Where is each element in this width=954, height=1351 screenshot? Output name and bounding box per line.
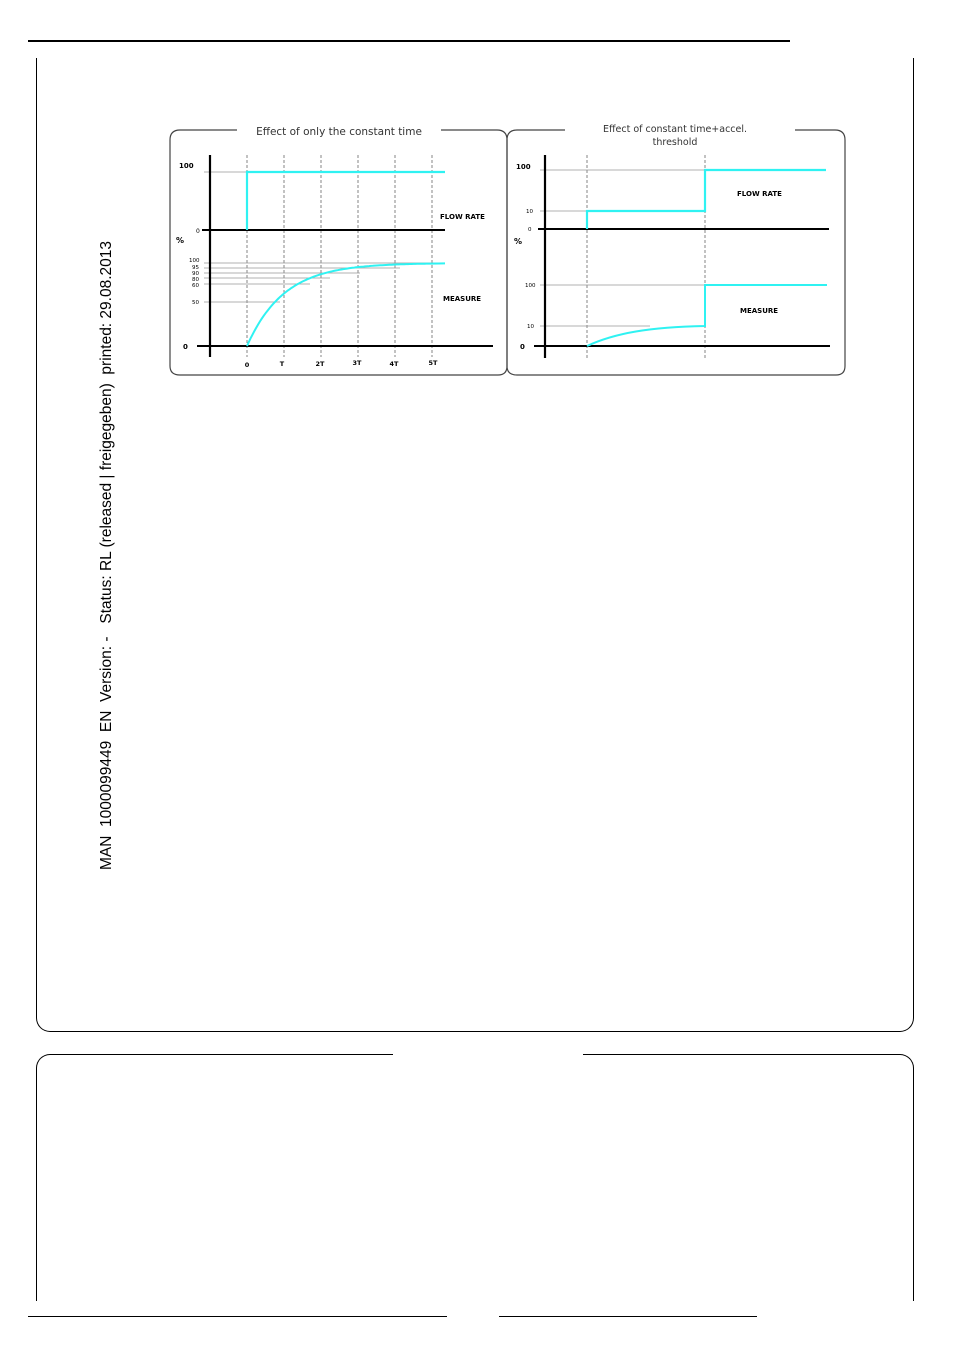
right-lower-tick-0: 0 (520, 343, 525, 351)
document-status-label: MAN 1000099449 EN Version: - Status: RL (released | freigegeben) printed: 29.08.2013 (98, 241, 115, 870)
left-upper-tick-0: 0 (196, 228, 200, 235)
x-tick-2T: 2T (315, 360, 325, 368)
left-lower-tick-100: 100 (189, 258, 200, 264)
x-tick-4T: 4T (389, 360, 399, 368)
right-upper-tick-0: 0 (528, 227, 532, 233)
left-percent-symbol: % (176, 236, 185, 245)
left-panel-title: Effect of only the constant time (256, 126, 422, 138)
x-tick-3T: 3T (352, 359, 362, 367)
left-measure-series (247, 263, 445, 346)
x-tick-T: T (279, 360, 285, 368)
left-lower-tick-90: 90 (192, 271, 199, 277)
right-flow-rate-label: FLOW RATE (737, 190, 782, 198)
right-percent-symbol: % (514, 237, 523, 246)
x-tick-0: 0 (244, 361, 250, 369)
right-measure-label: MEASURE (740, 307, 779, 315)
right-lower-tick-10: 10 (527, 324, 534, 330)
left-lower-tick-80: 80 (192, 277, 199, 283)
left-panel (170, 126, 507, 375)
left-panel-frame (170, 130, 507, 375)
right-panel-frame (507, 130, 845, 375)
right-panel (507, 124, 845, 375)
left-lower-tick-60: 60 (192, 283, 199, 289)
right-upper-tick-100: 100 (516, 163, 531, 171)
left-flow-rate-series (247, 172, 445, 230)
left-lower-tick-0: 0 (183, 343, 188, 351)
right-upper-tick-10: 10 (526, 209, 533, 215)
x-tick-5T: 5T (428, 359, 438, 367)
left-lower-tick-50: 50 (192, 300, 199, 306)
right-panel-title-line2: threshold (652, 137, 698, 148)
right-lower-tick-100: 100 (525, 283, 536, 289)
left-upper-tick-100: 100 (179, 162, 194, 170)
right-measure-series (587, 285, 827, 346)
left-lower-tick-95: 95 (192, 265, 199, 271)
right-panel-title-line1: Effect of constant time+accel. (602, 124, 748, 135)
left-flow-rate-label: FLOW RATE (440, 213, 485, 221)
left-measure-label: MEASURE (443, 295, 482, 303)
right-flow-rate-series (587, 170, 826, 229)
